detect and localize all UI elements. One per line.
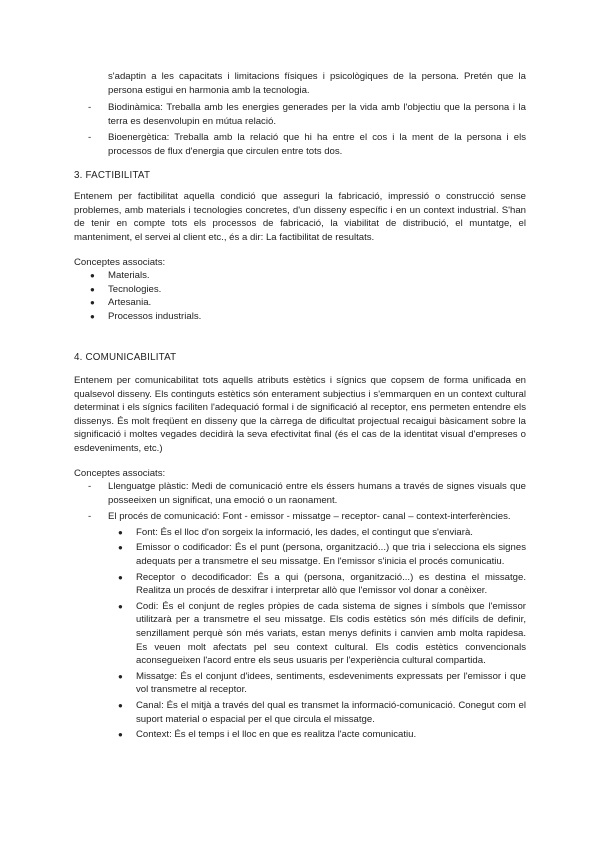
sublist-item: ● Missatge: És el conjunt d'idees, sentiments, esdeveniments expressats per l'emissor i que vol transmetre al receptor. bbox=[118, 670, 526, 696]
continuation-text: s'adaptin a les capacitats i limitacions físiques i psicològiques de la persona. Pretén que la persona estigui en harmonia amb la tecnologia. bbox=[108, 71, 526, 96]
section-3-heading: 3. FACTIBILITAT bbox=[74, 170, 151, 181]
bullet-dot-icon: ● bbox=[118, 543, 123, 553]
bullet-dot-icon: ● bbox=[90, 298, 95, 308]
sublist-item: ● Receptor o decodificador: És a qui (persona, organització...) es destina el missatge. Realitza un procés de desxifrar i interpretar allò que l'emissor vol donar a conèixer. bbox=[118, 571, 526, 597]
bullet-dot-icon: ● bbox=[90, 311, 95, 321]
concept-item: ● Tecnologies. bbox=[90, 283, 162, 295]
dash-marker: - bbox=[88, 481, 92, 492]
bullet-dot-icon: ● bbox=[90, 271, 95, 280]
list-item-text: Llenguatge plàstic: Medi de comunicació entre els éssers humans a través de signes visuals que posseeixen un significat, una emoció o un raonament. bbox=[108, 481, 526, 506]
concept-item: ● Processos industrials. bbox=[90, 310, 202, 322]
list-item-biodinamica bbox=[88, 101, 526, 128]
bullet-dot-icon: ● bbox=[118, 671, 123, 681]
dash-marker: - bbox=[88, 511, 92, 523]
dash-marker: - bbox=[88, 132, 92, 144]
sublist-item: ● Codi: És el conjunt de regles pròpies de cada sistema de signes i símbols que l'emissor utilitzarà per a transmetre el seu missatge. Els codis estètics són més difícils de definir, senzillament perquè són més variats, estan menys definits i canvien amb molta rapidesa. Es veuen molt afectats pel seu context cultural. Els codis estètics convencionals aconsegueixen l'acord entre els seus usuaris per l'experiència cultural compartida. bbox=[118, 600, 526, 667]
section-3-concepts-label: Conceptes associats: bbox=[74, 257, 166, 268]
dash-marker: - bbox=[88, 102, 92, 114]
process-sublist bbox=[118, 526, 526, 742]
sublist-item: ● Canal: És el mitjà a través del qual es transmet la informació-comunicació. Conegut com el suport material o espacial per el que circula el missatge. bbox=[118, 699, 526, 725]
bullet-dot-icon: ● bbox=[118, 601, 123, 611]
sublist-item: ● Emissor o codificador: És el punt (persona, organització...) que tria i selecciona els signes adequats per a transmetre el seu missatge. En l'emissor s'inicia el procés comunicatiu. bbox=[118, 542, 526, 567]
bullet-dot-icon: ● bbox=[90, 284, 95, 294]
list-item-continuation bbox=[88, 70, 526, 97]
section-4-paragraph: Entenem per comunicabilitat tots aquells atributs estètics i sígnics que copsem de forma unificada en qualsevol disseny. Els continguts estètics són enterament subjectius i s'emmarquen en un context cultural determinat i els sígnics faciliten l'adequació formal i de significació al receptor, ens permeten entendre els dissenys. És molt freqüent en disseny que la càrrega de dificultat projectual recaigui bàsicament sobre la significació i moltes vegades decidirà la seva efectivitat final (és el cas de la identitat visual d'empreses o esdeveniments, etc.) bbox=[74, 375, 526, 454]
section-4-list bbox=[88, 480, 526, 742]
list-item-proces bbox=[88, 510, 526, 742]
bullet-dot-icon: ● bbox=[118, 527, 123, 537]
bullet-dot-icon: ● bbox=[118, 572, 123, 582]
section-4-heading: 4. COMUNICABILITAT bbox=[74, 352, 177, 363]
list-item-bioenergetica bbox=[88, 131, 526, 158]
sublist-item: ● Font: És el lloc d'on sorgeix la informació, les dades, el contingut que s'enviarà. bbox=[118, 526, 473, 538]
top-list bbox=[88, 70, 526, 159]
section-3-concepts-list bbox=[90, 269, 201, 323]
list-item-text: Biodinàmica: Treballa amb les energies generades per la vida amb l'objectiu que la persona i la terra es desenvolupin en mútua relació. bbox=[108, 102, 526, 127]
concept-item: ● Artesania. bbox=[90, 297, 152, 309]
bullet-dot-icon: ● bbox=[118, 700, 123, 710]
list-item-text: Bioenergètica: Treballa amb la relació que hi ha entre el cos i la ment de la persona i els processos de flux d'energia que circulen entre tots dos. bbox=[108, 132, 526, 157]
concept-item: ● Materials. bbox=[90, 270, 150, 281]
bullet-dot-icon: ● bbox=[118, 730, 123, 740]
section-3-paragraph: Entenem per factibilitat aquella condició que asseguri la fabricació, impressió o construcció sense problemes, amb materials i tecnologies concretes, d'un disseny específic i en un context industrial. S'han de tenir en compte tots els processos de fabricació, la viabilitat de distribució, el muntatge, el manteniment, el servei al client etc., és a dir: La factibilitat de resultats. bbox=[74, 191, 526, 243]
sublist-item: ● Context: És el temps i el lloc en que es realitza l'acte comunicatiu. bbox=[118, 729, 417, 741]
section-4-concepts-label: Conceptes associats: bbox=[74, 468, 166, 479]
list-item-llenguatge bbox=[88, 480, 526, 507]
list-item-text: El procés de comunicació: Font - emissor - missatge – receptor- canal – context-interferències. bbox=[108, 511, 511, 523]
